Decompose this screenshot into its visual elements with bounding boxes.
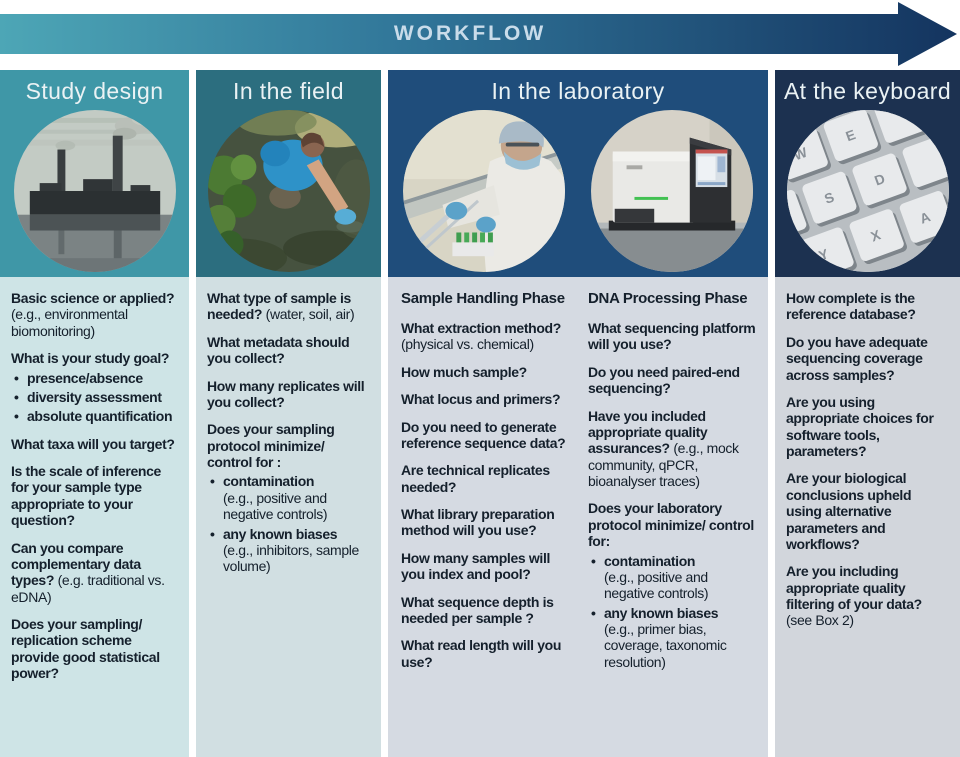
- column-in-the-field: [196, 70, 381, 757]
- question-block: [786, 563, 950, 629]
- bullet-label: any known biases: [604, 604, 719, 621]
- column-header: [775, 70, 960, 277]
- svg-text:D: D: [871, 170, 887, 189]
- question-note: (physical vs. chemical): [401, 336, 534, 353]
- bullet-label: any known biases: [223, 525, 338, 542]
- svg-text:A: A: [917, 208, 932, 227]
- question-text: What library preparation method will you use?: [401, 506, 555, 539]
- workflow-columns: [0, 70, 960, 757]
- stream-sampling-photo: [208, 110, 370, 272]
- question: [11, 616, 179, 682]
- workflow-banner: [0, 0, 960, 68]
- question-text: What sequence depth is needed per sample ?: [401, 593, 554, 626]
- question-block: [588, 320, 756, 353]
- question: [786, 334, 950, 383]
- question-block: [401, 364, 569, 380]
- question-text: Do you have adequate sequencing coverage across samples?: [786, 333, 928, 383]
- svg-text:S: S: [821, 188, 836, 207]
- column-header: [196, 70, 381, 277]
- panel: [11, 290, 179, 682]
- question-note: (e.g., mock community, qPCR, bioanalyser traces): [588, 440, 739, 489]
- question: [401, 594, 569, 627]
- question: [401, 320, 569, 353]
- question-text: Do you need to generate reference sequence data?: [401, 418, 566, 451]
- question: [11, 436, 179, 452]
- column-body: [196, 277, 381, 757]
- bullet-dot: •: [210, 473, 215, 490]
- column-title: At the keyboard: [783, 78, 952, 104]
- bullet-dot: •: [591, 552, 596, 569]
- question: [207, 290, 371, 323]
- question: [588, 500, 756, 549]
- question: [401, 419, 569, 452]
- column-body: [0, 277, 189, 757]
- column-title: Study design: [25, 78, 164, 104]
- svg-text:X: X: [867, 226, 883, 245]
- question: [786, 290, 950, 323]
- column-body: [388, 277, 768, 757]
- question: [401, 391, 569, 407]
- svg-text:Y: Y: [815, 245, 831, 264]
- bullet-dot: •: [210, 525, 215, 542]
- power-plant-photo: [14, 110, 176, 272]
- question-text: What locus and primers?: [401, 391, 561, 408]
- question-block: [11, 350, 179, 425]
- panel: [786, 290, 950, 629]
- question-block: [401, 550, 569, 583]
- workflow-title: WORKFLOW: [393, 22, 547, 45]
- panel: [207, 290, 371, 575]
- question-block: [207, 421, 371, 574]
- question-text: Basic science or applied?: [11, 290, 175, 306]
- bullet-body: [27, 389, 179, 405]
- question: [11, 540, 179, 606]
- panel: [401, 290, 569, 757]
- question-block: [11, 290, 179, 339]
- column-in-the-laboratory: [388, 70, 768, 757]
- bullet-dot: •: [14, 408, 19, 425]
- sequencer-photo: [591, 110, 753, 272]
- column-title: In the laboratory: [491, 78, 665, 104]
- question-block: [401, 462, 569, 495]
- question-block: [786, 290, 950, 323]
- lab-pipetting-photo: [403, 110, 565, 272]
- svg-text:E: E: [842, 126, 858, 145]
- question-text: Does your sampling protocol minimize/ control for :: [207, 421, 335, 470]
- column-header: [0, 70, 189, 277]
- question-text: How complete is the reference database?: [786, 290, 916, 323]
- question-text: Are you using appropriate choices for software tools, parameters?: [786, 393, 934, 459]
- question-text: What type of sample is needed?: [207, 290, 351, 323]
- question-note: (e.g. traditional vs. eDNA): [11, 572, 165, 605]
- svg-text:W: W: [790, 143, 809, 164]
- question-text: What extraction method?: [401, 320, 561, 336]
- question: [207, 421, 371, 470]
- bullet-body: [223, 473, 371, 522]
- question: [11, 290, 179, 339]
- photo-row: [775, 110, 960, 272]
- question-block: [401, 506, 569, 539]
- bullet-item: [11, 370, 179, 386]
- question: [588, 320, 756, 353]
- question-text: Are you including appropriate quality filtering of your data?: [786, 563, 922, 612]
- question: [11, 463, 179, 529]
- bullet-note: (e.g., primer bias, coverage, taxonomic resolution): [604, 621, 727, 670]
- bullet-item: [207, 526, 371, 575]
- column-title: In the field: [233, 78, 344, 104]
- question-block: [11, 616, 179, 682]
- question-text: Are your biological conclusions upheld using alternative parameters and workflows?: [786, 470, 912, 552]
- question: [588, 364, 756, 397]
- question-block: [401, 594, 569, 627]
- bullet-item: [11, 408, 179, 424]
- question: [786, 563, 950, 629]
- question-block: [588, 500, 756, 670]
- question-note: (see Box 2): [786, 612, 854, 629]
- question-block: [401, 419, 569, 452]
- question-text: What is your study goal?: [11, 350, 170, 367]
- phase-heading: DNA Processing Phase: [588, 290, 748, 307]
- question: [588, 408, 756, 490]
- question-block: [786, 334, 950, 383]
- question-block: [207, 290, 371, 323]
- bullet-item: [11, 389, 179, 405]
- bullet-note: (e.g., positive and negative controls): [223, 489, 328, 523]
- column-at-the-keyboard: [775, 70, 960, 757]
- question: [786, 394, 950, 460]
- column-study-design: [0, 70, 189, 757]
- bullet-label: presence/absence: [27, 369, 143, 386]
- question-text: Does your laboratory protocol minimize/ control for:: [588, 500, 754, 550]
- question: [401, 462, 569, 495]
- bullet-note: (e.g., positive and negative controls): [604, 568, 709, 602]
- question: [401, 506, 569, 539]
- photo-row: [196, 110, 381, 272]
- question-block: [588, 408, 756, 490]
- question-block: [11, 436, 179, 452]
- question-text: How much sample?: [401, 363, 527, 380]
- question-block: [588, 364, 756, 397]
- question-text: How many replicates will you collect?: [207, 377, 365, 410]
- question: [401, 637, 569, 670]
- column-body: [775, 277, 960, 757]
- question-block: [11, 540, 179, 606]
- question-text: Are technical replicates needed?: [401, 462, 550, 495]
- bullet-label: contamination: [604, 552, 696, 569]
- bullet-note: (e.g., inhibitors, sample volume): [223, 541, 359, 575]
- question: [401, 550, 569, 583]
- bullet-body: [27, 370, 179, 386]
- phase-heading: Sample Handling Phase: [401, 290, 565, 307]
- question-block: [401, 637, 569, 670]
- question: [207, 378, 371, 411]
- bullet-item: [588, 553, 756, 602]
- keyboard-photo: [787, 110, 949, 272]
- question-text: Is the scale of inference for your sample type appropriate to your question?: [11, 463, 161, 529]
- question: [786, 470, 950, 552]
- bullet-body: [27, 408, 179, 424]
- photo-row: [388, 110, 768, 272]
- photo-row: [0, 110, 189, 272]
- question-text: Have you included appropriate quality assurances?: [588, 407, 708, 457]
- question: [207, 334, 371, 367]
- bullet-label: absolute quantification: [27, 408, 173, 425]
- bullet-item: [207, 473, 371, 522]
- bullet-body: [604, 553, 756, 602]
- question-text: What metadata should you collect?: [207, 333, 350, 367]
- bullet-item: [588, 605, 756, 671]
- bullet-label: diversity assessment: [27, 388, 162, 405]
- question-block: [401, 391, 569, 407]
- question: [401, 364, 569, 380]
- question-block: [401, 320, 569, 353]
- column-header: [388, 70, 768, 277]
- question-text: What read length will you use?: [401, 637, 562, 670]
- bullet-label: contamination: [223, 473, 315, 490]
- question-text: How many samples will you index and pool?: [401, 549, 551, 583]
- question-text: Do you need paired-end sequencing?: [588, 363, 740, 397]
- question: [11, 350, 179, 366]
- question-block: [786, 394, 950, 460]
- bullet-dot: •: [14, 388, 19, 405]
- bullet-dot: •: [591, 604, 596, 621]
- question-block: [207, 378, 371, 411]
- bullet-body: [223, 526, 371, 575]
- question-note: (e.g., environmental biomonitoring): [11, 306, 128, 339]
- question-block: [11, 463, 179, 529]
- panel: [588, 290, 756, 757]
- question-block: [786, 470, 950, 552]
- question-text: What taxa will you target?: [11, 435, 175, 452]
- question-text: What sequencing platform will you use?: [588, 320, 756, 353]
- bullet-body: [604, 605, 756, 671]
- question-text: Does your sampling/ replication scheme provide good statistical power?: [11, 616, 160, 682]
- question-text: Can you compare complementary data types?: [11, 539, 141, 589]
- question-note: (water, soil, air): [265, 306, 355, 323]
- bullet-dot: •: [14, 369, 19, 386]
- question-block: [207, 334, 371, 367]
